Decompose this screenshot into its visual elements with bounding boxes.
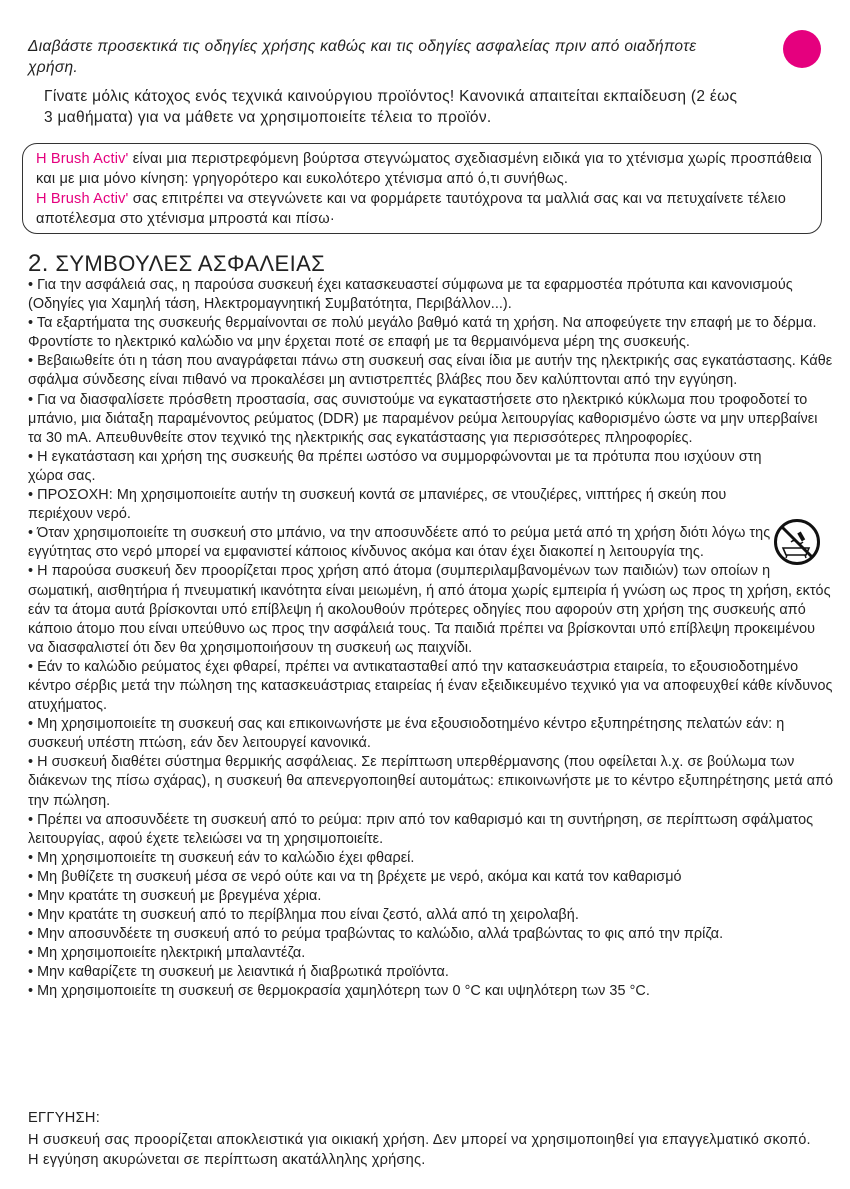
list-item: • Μη χρησιμοποιείτε τη συσκευή σε θερμοκρασία χαμηλότερη των 0 °C και υψηλότερη των 35 °C. — [28, 983, 650, 1000]
list-item: • Για να διασφαλίσετε πρόσθετη προστασία, σας συνιστούμε να εγκαταστήσετε στο ηλεκτρικό κύκλωμα που τροφοδοτεί το μπάνιο, μια διάταξη παραμένοντος ρεύματος (DDR) με παραμένον ρεύμα λειτουργίας καθορισμένο ώστε να μην υπερβαίνει τα 30 mA. Απευθυνθείτε στον τεχνικό της ηλεκτρικής σας εγκατάστασης για περισσότερες πληροφορίες. — [28, 391, 818, 446]
list-item: • Μη χρησιμοποιείτε τη συσκευή εάν το καλώδιο έχει φθαρεί. — [28, 849, 415, 866]
product-description-text — [36, 149, 820, 229]
list-item: • ΠΡΟΣΟΧΗ: Μη χρησιμοποιείτε αυτήν τη συσκευή κοντά σε μπανιέρες, σε ντουζιέρες, νιπτήρες ή σκεύη που περιέχουν νερό. — [28, 487, 727, 523]
intro-paragraph: Γίνατε μόλις κάτοχος ενός τεχνικά καινούργιου προϊόντος! Κανονικά απαιτείται εκπαίδευση (2 έως 3 μαθήματα) για να μάθετε να χρησιμοποιείτε τέλεια το προϊόν. — [44, 88, 738, 126]
section-number: 2. — [28, 250, 49, 277]
list-item: • Μη χρησιμοποιείτε τη συσκευή σας και επικοινωνήστε με ένα εξουσιοδοτημένο κέντρο εξυπηρέτησης πελατών εάν: η συσκευή υπέστη πτώση, εάν δεν λειτουργεί κανονικά. — [28, 716, 785, 752]
warranty-text: Η συσκευή σας προορίζεται αποκλειστικά για οικιακή χρήση. Δεν μπορεί να χρησιμοποιηθεί για επαγγελματικό σκοπό. Η εγγύηση ακυρώνεται σε περίπτωση ακατάλληλης χρήσης. — [28, 1132, 811, 1168]
description-line-1: είναι μια περιστρεφόμενη βούρτσα στεγνώματος σχεδιασμένη ειδικά για το χτένισμα χωρίς προσπάθεια και με μια μόνο κίνηση: γρηγορότερο και ευκολότερο χτένισμα από ό,τι συνήθως. — [36, 151, 812, 187]
list-item: • Μη βυθίζετε τη συσκευή μέσα σε νερό ούτε και να τη βρέχετε με νερό, ακόμα και κατά τον καθαρισμό — [28, 868, 682, 885]
list-item: • Όταν χρησιμοποιείτε τη συσκευή στο μπάνιο, να την αποσυνδέετε από το ρεύμα μετά από τη χρήση διότι λόγω της εγγύτητας στο νερό μπορεί να εμφανιστεί κάποιος κίνδυνος ακόμα και όταν έχει διακοπεί η λειτουργία της. — [28, 525, 771, 561]
section-title: ΣΥΜΒΟΥΛΕΣ ΑΣΦΑΛΕΙΑΣ — [55, 251, 326, 276]
list-item: • Βεβαιωθείτε ότι η τάση που αναγράφεται πάνω στη συσκευή σας είναι ίδια με αυτήν της ηλεκτρικής σας εγκατάστασης. Κάθε σφάλμα σύνδεσης είναι πιθανό να προκαλέσει μη αντιστρεπτές βλάβες που δεν καλύπτονται από την εγγύηση. — [28, 353, 833, 389]
pink-dot-marker — [783, 30, 821, 68]
no-water-near-bathtub-icon — [773, 518, 821, 566]
description-line-2: σας επιτρέπει να στεγνώνετε και να φορμάρετε ταυτόχρονα τα μαλλιά σας και να πετυχαίνετε τέλειο αποτέλεσμα στο χτένισμα μπροστά και πίσω· — [36, 191, 786, 227]
brand-name: H Brush Activ' — [36, 191, 129, 207]
section-heading — [28, 250, 325, 278]
list-item: • Μην κρατάτε τη συσκευή από το περίβλημα που είναι ζεστό, αλλά από τη χειρολαβή. — [28, 907, 579, 924]
safety-list — [28, 276, 834, 1002]
warranty-title: ΕΓΓΥΗΣΗ: — [28, 1110, 101, 1126]
list-item: • Μην κρατάτε τη συσκευή με βρεγμένα χέρια. — [28, 888, 322, 904]
list-item: • Η συσκευή διαθέτει σύστημα θερμικής ασφάλειας. Σε περίπτωση υπερθέρμανσης (που οφείλεται λ.χ. σε βούλωμα των διάκενων της πίσω σχάρας), η συσκευή θα απενεργοποιηθεί αυτομάτως: επικοινωνήστε με το κέντρο εξυπηρέτησης μετά από την πώληση. — [28, 754, 834, 809]
list-item: • Τα εξαρτήματα της συσκευής θερμαίνονται σε πολύ μεγάλο βαθμό κατά τη χρήση. Να αποφεύγετε την επαφή με το δέρμα. Φροντίστε το ηλεκτρικό καλώδιο να μην έρχεται ποτέ σε επαφή με τα θερμαινόμενα μέρη της συσκευής. — [28, 315, 817, 351]
list-item: • Μην αποσυνδέετε τη συσκευή από το ρεύμα τραβώντας το καλώδιο, αλλά τραβώντας το φις από την πρίζα. — [28, 926, 724, 943]
list-item: • Μη χρησιμοποιείτε ηλεκτρική μπαλαντέζα. — [28, 945, 306, 962]
list-item: • Εάν το καλώδιο ρεύματος έχει φθαρεί, πρέπει να αντικατασταθεί από την κατασκευάστρια εταιρεία, το εξουσιοδοτημένο κέντρο σέρβις μετά την πώληση της κατασκευάστριας εταιρείας ή έναν εξειδικευμένο τεχνικό για να αποφευχθεί κάθε κίνδυνος ατυχήματος. — [28, 658, 833, 714]
list-item: • Η εγκατάσταση και χρήση της συσκευής θα πρέπει ωστόσο να συμμορφώνονται με τα πρότυπα που ισχύουν στη χώρα σας. — [28, 448, 762, 484]
list-item: • Πρέπει να αποσυνδέετε τη συσκευή από το ρεύμα: πριν από τον καθαρισμό και τη συντήρηση, σε περίπτωση σφάλματος λειτουργίας, αφού έχετε τελειώσει να τη χρησιμοποιείτε. — [28, 811, 814, 847]
list-item: • Η παρούσα συσκευή δεν προορίζεται προς χρήση από άτομα (συμπεριλαμβανομένων των παιδιών) των οποίων η σωματική, αισθητήρια ή πνευματική ικανότητα είναι μειωμένη, ή από άτομα χωρίς εμπειρία ή γνώση ως προς τη χρήση, εκτός εάν τα άτομα αυτά βρίσκονται υπό επίβλεψη ή ακολουθούν πρότερες οδηγίες που αφορούν στη χρήση της συσκευής από κάποιο άτομο που είναι υπεύθυνο ως προς την ασφάλειά τους. Τα παιδιά πρέπει να βρίσκονται υπό επίβλεψη προκειμένου να διασφαλιστεί ότι δεν θα χρησιμοποιήσουν τη συσκευή ως παιχνίδι. — [28, 563, 831, 656]
list-item: • Για την ασφάλειά σας, η παρούσα συσκευή έχει κατασκευαστεί σύμφωνα με τα εφαρμοστέα πρότυπα και κανονισμούς (Οδηγίες για Χαμηλή τάση, Ηλεκτρομαγνητική Συμβατότητα, Περιβάλλον...). — [28, 277, 793, 313]
list-item: • Μην καθαρίζετε τη συσκευή με λειαντικά ή διαβρωτικά προϊόντα. — [28, 964, 449, 981]
intro-warning-italic: Διαβάστε προσεκτικά τις οδηγίες χρήσης καθώς και τις οδηγίες ασφαλείας πριν από οιαδήποτε χρήση. — [28, 38, 697, 76]
brand-name: H Brush Activ' — [36, 151, 129, 167]
